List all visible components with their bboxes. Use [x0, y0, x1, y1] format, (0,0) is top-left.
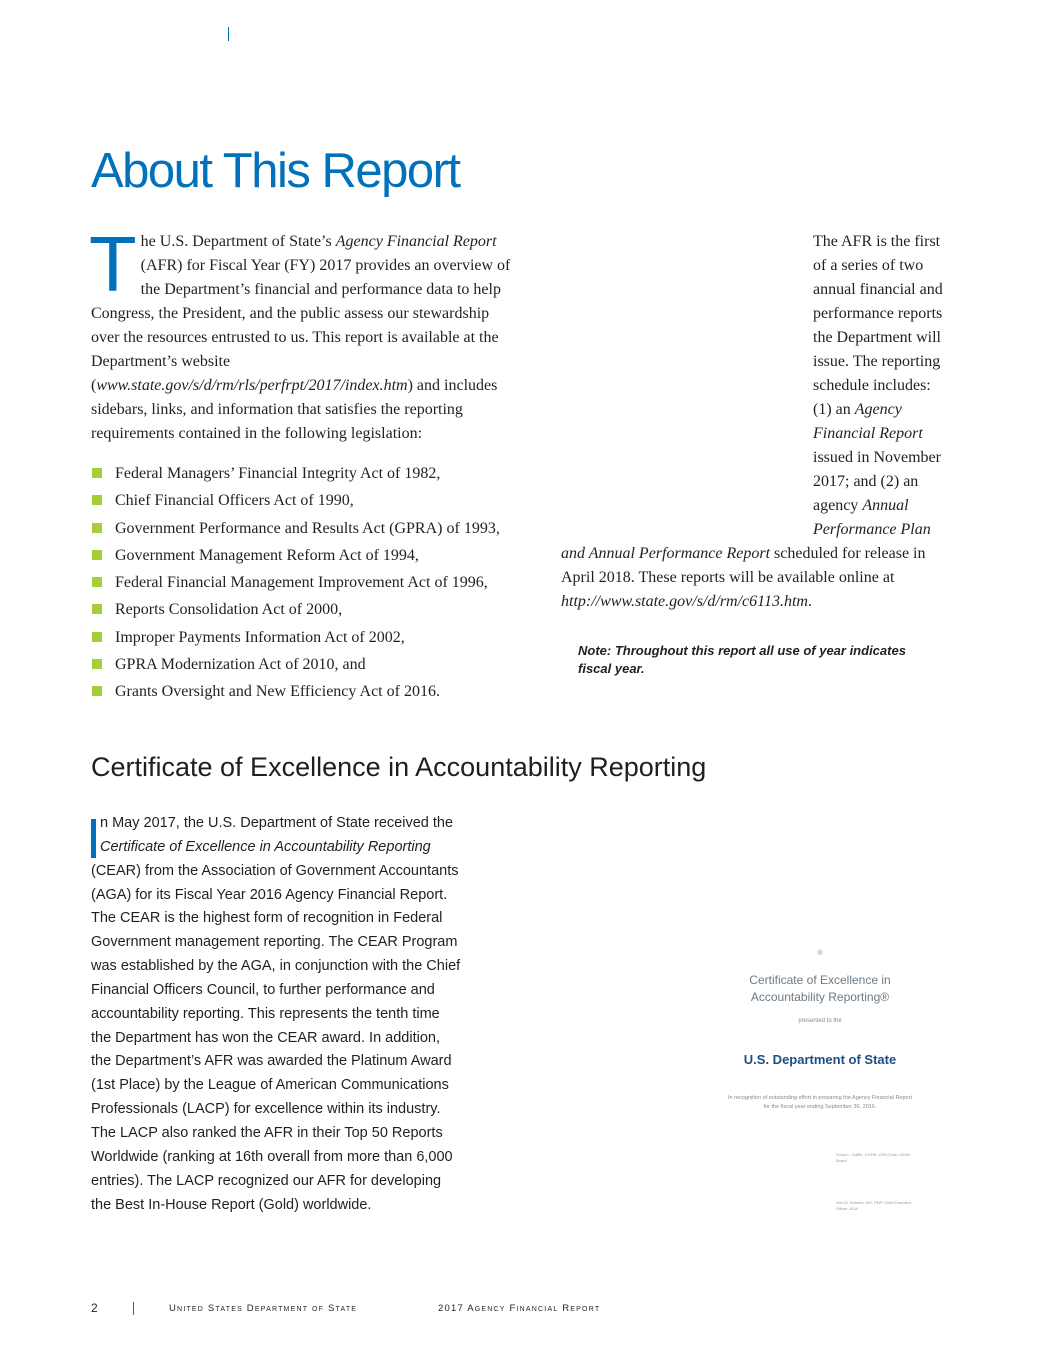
square-bullet-icon — [92, 632, 102, 642]
list-item — [91, 487, 521, 514]
intro-section — [89, 220, 521, 706]
list-item-label: Grants Oversight and New Efficiency Act of 2016. — [115, 683, 440, 701]
certificate-title: Certificate of Excellence in Accountability Reporting® — [749, 973, 891, 1004]
square-bullet-icon — [92, 686, 102, 696]
page-title: About This Report — [91, 144, 460, 198]
list-item-label: Improper Payments Information Act of 2002, — [115, 628, 405, 646]
list-item — [91, 651, 521, 678]
list-item-label: GPRA Modernization Act of 2010, and — [115, 656, 366, 674]
legislation-list — [91, 460, 521, 706]
intro-afr-title: Agency Financial Report — [335, 233, 497, 250]
sidebar-text: . — [807, 593, 812, 610]
reports-link[interactable]: http://www.state.gov/s/d/rm/c6113.htm — [561, 593, 808, 610]
list-item — [91, 596, 521, 623]
afr-sidebar — [561, 230, 953, 614]
square-bullet-icon — [92, 604, 102, 614]
registered-mark: ® — [817, 950, 823, 957]
cear-section — [91, 812, 463, 1217]
page-number: 2 — [91, 1301, 98, 1315]
list-item-label: Federal Managers’ Financial Integrity Act of 1982, — [115, 465, 441, 482]
cear-heading: Certificate of Excellence in Accountability Reporting — [91, 752, 707, 782]
list-item — [91, 542, 521, 569]
square-bullet-icon — [92, 495, 102, 505]
list-item-label: Reports Consolidation Act of 2000, — [115, 601, 343, 619]
list-item — [91, 624, 521, 651]
square-bullet-icon — [92, 523, 102, 533]
list-item — [91, 678, 521, 705]
header-rule — [228, 27, 229, 41]
list-item — [91, 515, 521, 542]
sidebar-text: The AFR is the first of a series of two annual financial and performance reports the Department will issue. The reporting schedule includes: (1) an — [813, 233, 943, 418]
square-bullet-icon — [92, 577, 102, 587]
certificate-recognition: In recognition of outstanding effort in preparing the Agency Financial Report for the fiscal year ending September 30, 2016. — [728, 1095, 912, 1110]
list-item — [91, 460, 521, 487]
certificate-signature: Ann M. Ebberts, MS, PMP Chief Executive Officer, AGA — [836, 1200, 912, 1211]
footer-report-title: 2017 Agency Financial Report — [438, 1303, 601, 1314]
square-bullet-icon — [92, 550, 102, 560]
cear-certificate-title: Certificate of Excellence in Accountability Reporting — [100, 838, 431, 855]
certificate-image — [726, 950, 914, 1220]
intro-text: (AFR) for Fiscal Year (FY) 2017 provides an overview of the Department’s financial and performance data to help Congress, the President, and the public assess our stewardship over the resources entrusted to us. This report is available at the Department’s website ( — [91, 257, 511, 394]
list-item-label: Chief Financial Officers Act of 1990, — [115, 492, 354, 510]
sidebar-text: scheduled for release in April 2018. These reports will be available online at — [561, 545, 926, 586]
drop-cap — [91, 819, 96, 858]
intro-text: he U.S. Department of State’s — [140, 233, 336, 250]
square-bullet-icon — [92, 659, 102, 669]
cear-text: n May 2017, the U.S. Department of State received the — [100, 815, 454, 831]
cear-paragraph — [91, 812, 463, 1217]
list-item-label: Federal Financial Management Improvement Act of 1996, — [115, 574, 488, 592]
certificate-signature: Sonia L. Gaffie, CGFM, CPA Chair, CEAR Board — [836, 1152, 911, 1163]
footer-divider — [133, 1302, 134, 1315]
drop-cap: T — [89, 220, 137, 308]
list-item-label: Government Performance and Results Act (GPRA) of 1993, — [115, 519, 500, 537]
website-link[interactable]: www.state.gov/s/d/rm/rls/perfrpt/2017/index.htm — [96, 377, 408, 394]
intro-paragraph — [89, 220, 521, 446]
sidebar-text: issued in November 2017; and (2) an agency — [813, 449, 941, 514]
footer-department: United States Department of State — [169, 1303, 358, 1314]
square-bullet-icon — [92, 468, 102, 478]
list-item-label: Government Management Reform Act of 1994, — [115, 546, 419, 564]
cear-text: (CEAR) from the Association of Government Accountants (AGA) for its Fiscal Year 2016 Agency Financial Report. The CEAR is the highest form of recognition in Federal Government management reporting. The CEAR Program was established by the AGA, in conjunction with the Chief Financial Officers Council, to further performance and accountability reporting. This represents the tenth time the Department has won the CEAR award. In addition, the Department’s AFR was awarded the Platinum Award (1st Place) by the League of American Communications Professionals (LACP) for excellence within its industry. The LACP also ranked the AFR in their Top 50 Reports Worldwide (ranking at 16th overall from more than 6,000 entries). The LACP recognized our AFR for developing the Best In-House Report (Gold) worldwide. — [91, 862, 461, 1213]
sidebar-afr-title: Agency Financial Report — [813, 401, 923, 442]
list-item — [91, 569, 521, 596]
certificate-recipient: U.S. Department of State — [743, 1052, 897, 1067]
sidebar-apr-title: Annual Performance Plan and Annual Performance Report — [561, 497, 931, 562]
fiscal-year-note: Note: Throughout this report all use of year indicates fiscal year. — [578, 643, 906, 676]
intro-text: ) and includes sidebars, links, and information that satisfies the reporting requirements contained in the following legislation: — [91, 377, 498, 442]
certificate-presented: presented to the — [798, 1018, 842, 1024]
